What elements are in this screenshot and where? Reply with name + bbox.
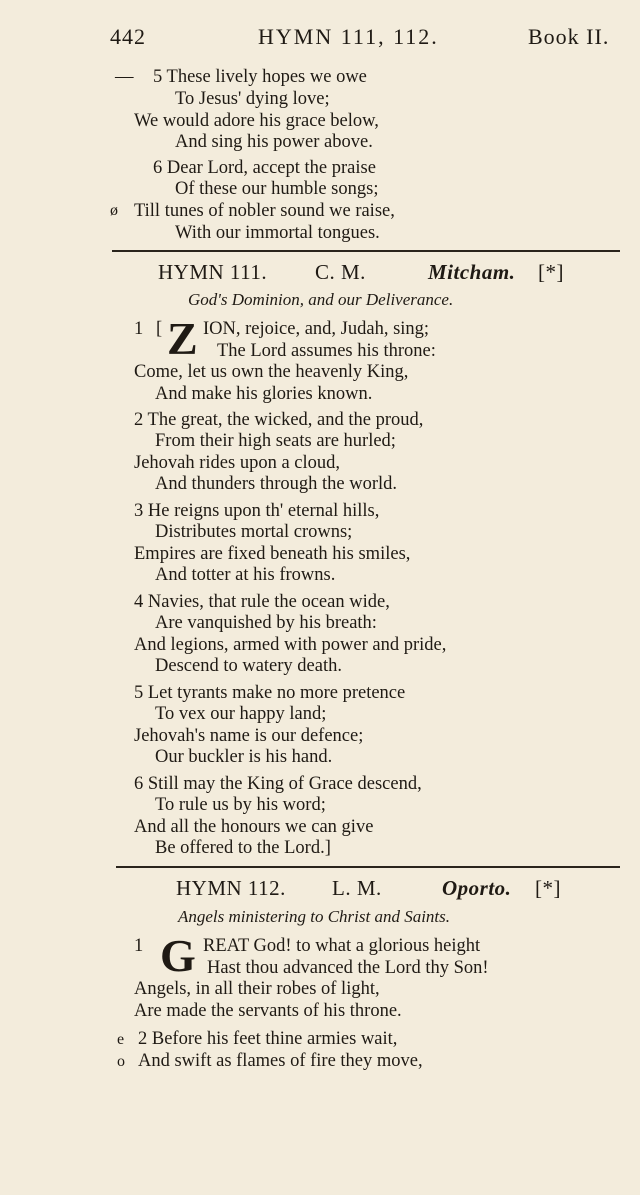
hymn-111-meter: C. M. xyxy=(315,260,366,284)
hymn-112-subtitle: Angels ministering to Christ and Saints. xyxy=(178,907,451,926)
verse-line: Distributes mortal crowns; xyxy=(155,522,353,542)
verse-line: Hast thou advanced the Lord thy Son! xyxy=(207,958,489,978)
verse-line: 5 These lively hopes we owe xyxy=(153,67,367,87)
verse-line: To Jesus' dying love; xyxy=(175,89,330,109)
verse-line: To rule us by his word; xyxy=(155,795,326,815)
verse-line: Angels, in all their robes of light, xyxy=(134,979,380,999)
verse-line: Jehovah rides upon a cloud, xyxy=(134,453,341,473)
verse-number: 1 xyxy=(134,319,144,339)
verse-line: Are vanquished by his breath: xyxy=(155,613,377,633)
verse-line: Jehovah's name is our defence; xyxy=(134,726,364,746)
verse-line: And make his glories known. xyxy=(155,384,373,404)
verse-line: The Lord assumes his throne: xyxy=(217,341,436,361)
hymn-112-title: HYMN 112. xyxy=(176,876,286,900)
verse-line: To vex our happy land; xyxy=(155,704,327,724)
verse-line: Be offered to the Lord.] xyxy=(155,838,331,858)
open-bracket: [ xyxy=(156,319,163,339)
verse-line: Our buckler is his hand. xyxy=(155,747,333,767)
verse-line: ION, rejoice, and, Judah, sing; xyxy=(203,319,430,339)
verse-line: We would adore his grace below, xyxy=(134,111,379,131)
verse-line: And swift as flames of fire they move, xyxy=(138,1051,423,1071)
margin-mark: ø xyxy=(110,202,118,219)
verse-line: 2 Before his feet thine armies wait, xyxy=(138,1029,398,1049)
hymn-111-subtitle: God's Dominion, and our Deliverance. xyxy=(188,290,454,309)
verse-line: 3 He reigns upon th' eternal hills, xyxy=(134,501,380,521)
verse-line: And sing his power above. xyxy=(175,132,373,152)
hymn-111-bracket: [*] xyxy=(538,260,564,284)
verse-line: 6 Still may the King of Grace descend, xyxy=(134,774,422,794)
hymn-112-meter: L. M. xyxy=(332,876,382,900)
verse-line: Come, let us own the heavenly King, xyxy=(134,362,409,382)
verse-line: REAT God! to what a glorious height xyxy=(203,936,481,956)
section-rule xyxy=(116,866,620,868)
verse-line: 2 The great, the wicked, and the proud, xyxy=(134,410,424,430)
section-rule xyxy=(112,250,620,252)
hymn-111-title: HYMN 111. xyxy=(158,260,268,284)
running-title: HYMN 111, 112. xyxy=(258,24,439,49)
dash: — xyxy=(115,67,134,87)
verse-number: 1 xyxy=(134,936,144,956)
verse-line: And legions, armed with power and pride, xyxy=(134,635,447,655)
margin-mark: o xyxy=(117,1053,125,1070)
verse-line: Empires are fixed beneath his smiles, xyxy=(134,544,411,564)
margin-mark: e xyxy=(117,1031,125,1048)
verse-line: 5 Let tyrants make no more pretence xyxy=(134,683,406,703)
verse-line: 4 Navies, that rule the ocean wide, xyxy=(134,592,390,612)
drop-cap: G xyxy=(160,930,196,981)
hymn-111-tune: Mitcham. xyxy=(428,260,516,284)
drop-cap: Z xyxy=(167,313,198,364)
verse-line: 6 Dear Lord, accept the praise xyxy=(153,158,376,178)
verse-line: And totter at his frowns. xyxy=(155,565,336,585)
book-label: Book II. xyxy=(528,24,610,49)
verse-line: And thunders through the world. xyxy=(155,474,398,494)
verse-line: With our immortal tongues. xyxy=(175,223,380,243)
verse-line: Of these our humble songs; xyxy=(175,179,379,199)
page-number: 442 xyxy=(110,24,146,49)
verse-line: Till tunes of nobler sound we raise, xyxy=(134,201,395,221)
verse-line: Descend to watery death. xyxy=(155,656,342,676)
verse-line: Are made the servants of his throne. xyxy=(134,1001,402,1021)
hymn-112-tune: Oporto. xyxy=(442,876,512,900)
verse-line: From their high seats are hurled; xyxy=(155,431,396,451)
verse-line: And all the honours we can give xyxy=(134,817,374,837)
hymn-112-bracket: [*] xyxy=(535,876,561,900)
